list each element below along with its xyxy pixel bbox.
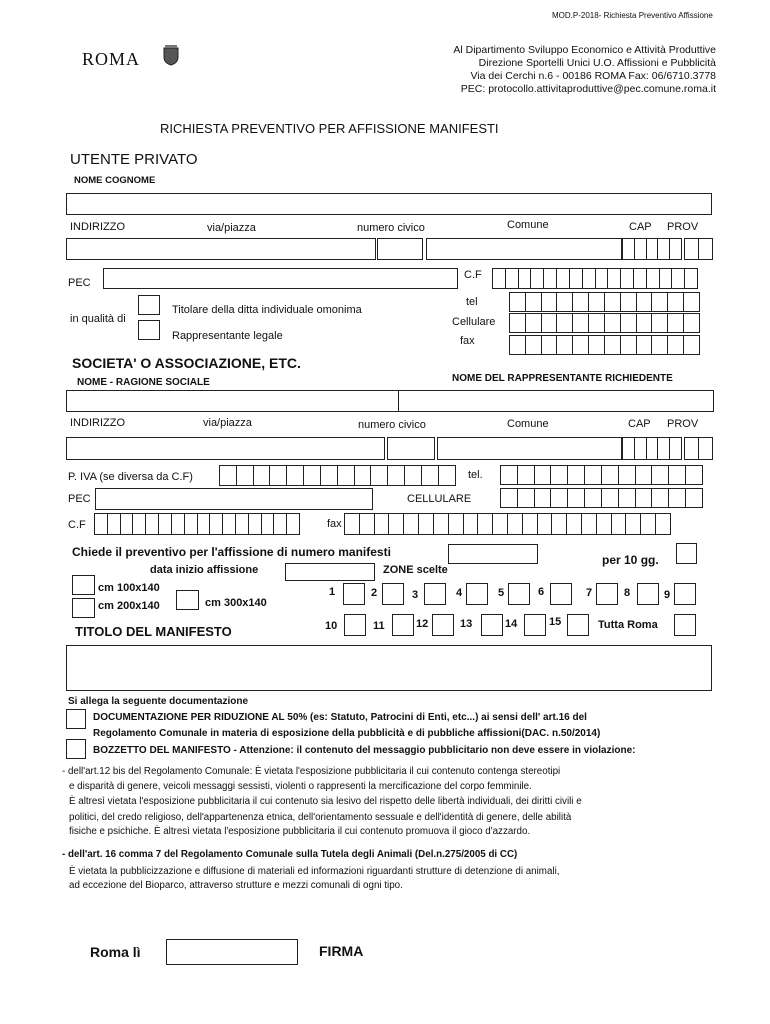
label-civico-societa: numero civico bbox=[358, 419, 426, 431]
art12-line: fisiche e psichiche. È altresì vietata l'esposizione pubblicitaria il cui contenuto promuova il gioco d'azzardo. bbox=[69, 826, 531, 837]
piva-cells[interactable] bbox=[219, 465, 456, 486]
cf-societa-cells[interactable] bbox=[94, 513, 300, 535]
zone-10-checkbox[interactable] bbox=[344, 614, 366, 636]
zone-11-checkbox[interactable] bbox=[392, 614, 414, 636]
label-comune-societa: Comune bbox=[507, 418, 549, 430]
label-prov: PROV bbox=[667, 221, 699, 233]
data-inizio-input[interactable] bbox=[285, 563, 375, 581]
label-indirizzo: INDIRIZZO bbox=[70, 221, 125, 233]
doc-riduzione-text-2: Regolamento Comunale in materia di esposizione della pubblicità e di pubbliche affissioni(DAC. n.50/2014) bbox=[93, 728, 601, 739]
address-block bbox=[400, 44, 716, 96]
zone-1-checkbox[interactable] bbox=[343, 583, 365, 605]
zone-15-checkbox[interactable] bbox=[567, 614, 589, 636]
numero-manifesti-input[interactable] bbox=[448, 544, 538, 564]
art12-line: politici, del credo religioso, dell'appartenenza etnica, dell'orientamento sessuale e dell'identità di genere, delle abilità bbox=[69, 812, 572, 823]
art12-line: È altresì vietata l'esposizione pubblicitaria il cui contenuto sia lesivo del rispetto delle libertà individuali, dei diritti civili e bbox=[69, 796, 582, 807]
art12-line: e disparità di genere, veicoli messaggi sessisti, violenti o rappresenti la mercificazione del corpo femminile. bbox=[69, 781, 532, 792]
titolo-manifesto-input[interactable] bbox=[66, 645, 712, 691]
label-titolo: TITOLO DEL MANIFESTO bbox=[75, 624, 232, 639]
label-documentazione: Si allega la seguente documentazione bbox=[68, 696, 249, 707]
label-tel-societa: tel. bbox=[468, 469, 483, 481]
label-prov-societa: PROV bbox=[667, 418, 699, 430]
zone-label: 4 bbox=[456, 587, 463, 599]
date-input[interactable] bbox=[166, 939, 298, 965]
zone-14-checkbox[interactable] bbox=[524, 614, 546, 636]
zone-label: 6 bbox=[538, 586, 545, 598]
section-heading-privato: UTENTE PRIVATO bbox=[70, 151, 198, 168]
size-100x140-checkbox[interactable] bbox=[72, 575, 95, 595]
label-tel: tel bbox=[466, 296, 478, 308]
cap-societa-cells[interactable] bbox=[622, 437, 682, 460]
zone-13-checkbox[interactable] bbox=[481, 614, 503, 636]
cellulare-societa-cells[interactable] bbox=[500, 488, 703, 508]
civico-input[interactable] bbox=[377, 238, 423, 260]
roma-logo-text: ROMA bbox=[82, 49, 141, 69]
comune-societa-input[interactable] bbox=[437, 437, 622, 460]
cf-cells[interactable] bbox=[492, 268, 698, 289]
per10-checkbox[interactable] bbox=[676, 543, 697, 564]
label-rappresentante-richiedente: NOME DEL RAPPRESENTANTE RICHIEDENTE bbox=[452, 373, 673, 384]
doc-riduzione-checkbox[interactable] bbox=[66, 709, 86, 729]
label-cap: CAP bbox=[629, 221, 652, 233]
comune-input[interactable] bbox=[426, 238, 622, 260]
zone-3-checkbox[interactable] bbox=[424, 583, 446, 605]
label-pec: PEC bbox=[68, 277, 91, 289]
label-cf-societa: C.F bbox=[68, 519, 86, 531]
pec-societa-input[interactable] bbox=[95, 488, 373, 510]
zone-label: 1 bbox=[329, 586, 336, 598]
art16-heading: - dell'art. 16 comma 7 del Regolamento Comunale sulla Tutela degli Animali (Del.n.275/2005 di CC) bbox=[62, 849, 518, 860]
doc-riduzione-text: DOCUMENTAZIONE PER RIDUZIONE AL 50% (es: Statuto, Patrocini di Enti, etc...) ai sensi dell' art.16 del bbox=[93, 712, 587, 723]
zone-label: 7 bbox=[586, 587, 593, 599]
rappresentante-input[interactable] bbox=[398, 390, 714, 412]
zone-label: 8 bbox=[624, 587, 631, 599]
label-per10: per 10 gg. bbox=[602, 553, 659, 567]
label-titolare: Titolare della ditta individuale omonima bbox=[172, 304, 362, 316]
prov-cells[interactable] bbox=[684, 238, 713, 260]
zone-label: 9 bbox=[664, 589, 671, 601]
fax-societa-cells[interactable] bbox=[344, 513, 671, 535]
label-fax-societa: fax bbox=[327, 518, 342, 530]
label-firma: FIRMA bbox=[319, 943, 364, 959]
pec-input[interactable] bbox=[103, 268, 458, 289]
label-rappresentante: Rappresentante legale bbox=[172, 330, 283, 342]
zone-label: 3 bbox=[412, 589, 419, 601]
label-zone: ZONE scelte bbox=[383, 564, 448, 576]
size-200x140-checkbox[interactable] bbox=[72, 598, 95, 618]
label-data-inizio: data inizio affissione bbox=[150, 564, 259, 576]
label-comune: Comune bbox=[507, 219, 549, 231]
label-fax: fax bbox=[460, 335, 475, 347]
label-size-200x140: cm 200x140 bbox=[98, 600, 160, 612]
label-size-100x140: cm 100x140 bbox=[98, 582, 160, 594]
tel-societa-cells[interactable] bbox=[500, 465, 703, 485]
art16-line: È vietata la pubblicizzazione e diffusione di materiali ed informazioni riguardanti strutture di detenzione di animali, bbox=[69, 866, 560, 877]
section-heading-societa: SOCIETA' O ASSOCIAZIONE, ETC. bbox=[72, 355, 301, 371]
zone-label: 5 bbox=[498, 587, 505, 599]
zone-5-checkbox[interactable] bbox=[508, 583, 530, 605]
label-via: via/piazza bbox=[207, 222, 256, 234]
label-piva: P. IVA (se diversa da C.F) bbox=[68, 471, 193, 483]
prov-societa-cells[interactable] bbox=[684, 437, 713, 460]
art16-line: ad eccezione del Bioparco, attraverso strutture e mezzi comunali di ogni tipo. bbox=[69, 880, 403, 891]
form-code: MOD.P-2018- Richiesta Preventivo Affissione bbox=[552, 11, 713, 20]
label-cellulare-societa: CELLULARE bbox=[407, 493, 472, 505]
label-cf: C.F bbox=[464, 269, 482, 281]
label-in-qualita: in qualità di bbox=[70, 313, 126, 325]
zone-6-checkbox[interactable] bbox=[550, 583, 572, 605]
civico-societa-input[interactable] bbox=[387, 437, 435, 460]
address-line: Al Dipartimento Sviluppo Economico e Attività Produttive bbox=[453, 44, 716, 56]
label-indirizzo-societa: INDIRIZZO bbox=[70, 417, 125, 429]
zone-label: 11 bbox=[373, 620, 385, 632]
address-line: Direzione Sportelli Unici U.O. Affissioni e Pubblicità bbox=[478, 57, 716, 69]
address-line: PEC: protocollo.attivitaproduttive@pec.comune.roma.it bbox=[460, 83, 716, 95]
zone-label: 15 bbox=[549, 616, 562, 628]
label-nome-cognome: NOME COGNOME bbox=[74, 175, 156, 186]
via-input[interactable] bbox=[66, 238, 376, 260]
address-line: Via dei Cerchi n.6 - 00186 ROMA Fax: 06/6710.3778 bbox=[470, 70, 716, 82]
zone-9-checkbox[interactable] bbox=[674, 583, 696, 605]
label-civico: numero civico bbox=[357, 222, 425, 234]
zone-7-checkbox[interactable] bbox=[596, 583, 618, 605]
doc-bozzetto-text: BOZZETTO DEL MANIFESTO - Attenzione: il contenuto del messaggio pubblicitario non deve essere in violazione: bbox=[93, 745, 636, 756]
zone-label: 14 bbox=[505, 618, 518, 630]
label-cellulare: Cellulare bbox=[452, 316, 496, 328]
label-ragione-sociale: NOME - RAGIONE SOCIALE bbox=[77, 377, 210, 388]
label-chiede: Chiede il preventivo per l'affissione di numero manifesti bbox=[72, 545, 391, 559]
label-roma-li: Roma lì bbox=[90, 944, 141, 960]
label-pec-societa: PEC bbox=[68, 493, 91, 505]
tel-cells[interactable] bbox=[509, 292, 700, 312]
zone-label: 13 bbox=[460, 618, 473, 630]
zone-8-checkbox[interactable] bbox=[637, 583, 659, 605]
titolare-checkbox[interactable] bbox=[138, 295, 160, 315]
cellulare-cells[interactable] bbox=[509, 313, 700, 333]
label-tutta-roma: Tutta Roma bbox=[598, 619, 658, 631]
zone-label: 10 bbox=[325, 620, 338, 632]
label-size-300x140: cm 300x140 bbox=[205, 597, 267, 609]
label-cap-societa: CAP bbox=[628, 418, 651, 430]
ragione-sociale-input[interactable] bbox=[66, 390, 399, 412]
fax-cells[interactable] bbox=[509, 335, 700, 355]
tutta-roma-checkbox[interactable] bbox=[674, 614, 696, 636]
page-title: RICHIESTA PREVENTIVO PER AFFISSIONE MANIFESTI bbox=[160, 121, 499, 136]
zone-label: 2 bbox=[371, 587, 378, 599]
nome-cognome-input[interactable] bbox=[66, 193, 712, 215]
zone-12-checkbox[interactable] bbox=[432, 614, 454, 636]
size-300x140-checkbox[interactable] bbox=[176, 590, 199, 610]
zone-4-checkbox[interactable] bbox=[466, 583, 488, 605]
art12-heading: - dell'art.12 bis del Regolamento Comunale: È vietata l'esposizione pubblicitaria il cui contenuto contenga stereotipi bbox=[62, 766, 561, 777]
cap-cells[interactable] bbox=[622, 238, 682, 260]
zone-2-checkbox[interactable] bbox=[382, 583, 404, 605]
label-via-societa: via/piazza bbox=[203, 417, 252, 429]
via-societa-input[interactable] bbox=[66, 437, 385, 460]
roma-crest-icon bbox=[162, 44, 180, 66]
doc-bozzetto-checkbox[interactable] bbox=[66, 739, 86, 759]
rappresentante-checkbox[interactable] bbox=[138, 320, 160, 340]
zone-label: 12 bbox=[416, 618, 429, 630]
